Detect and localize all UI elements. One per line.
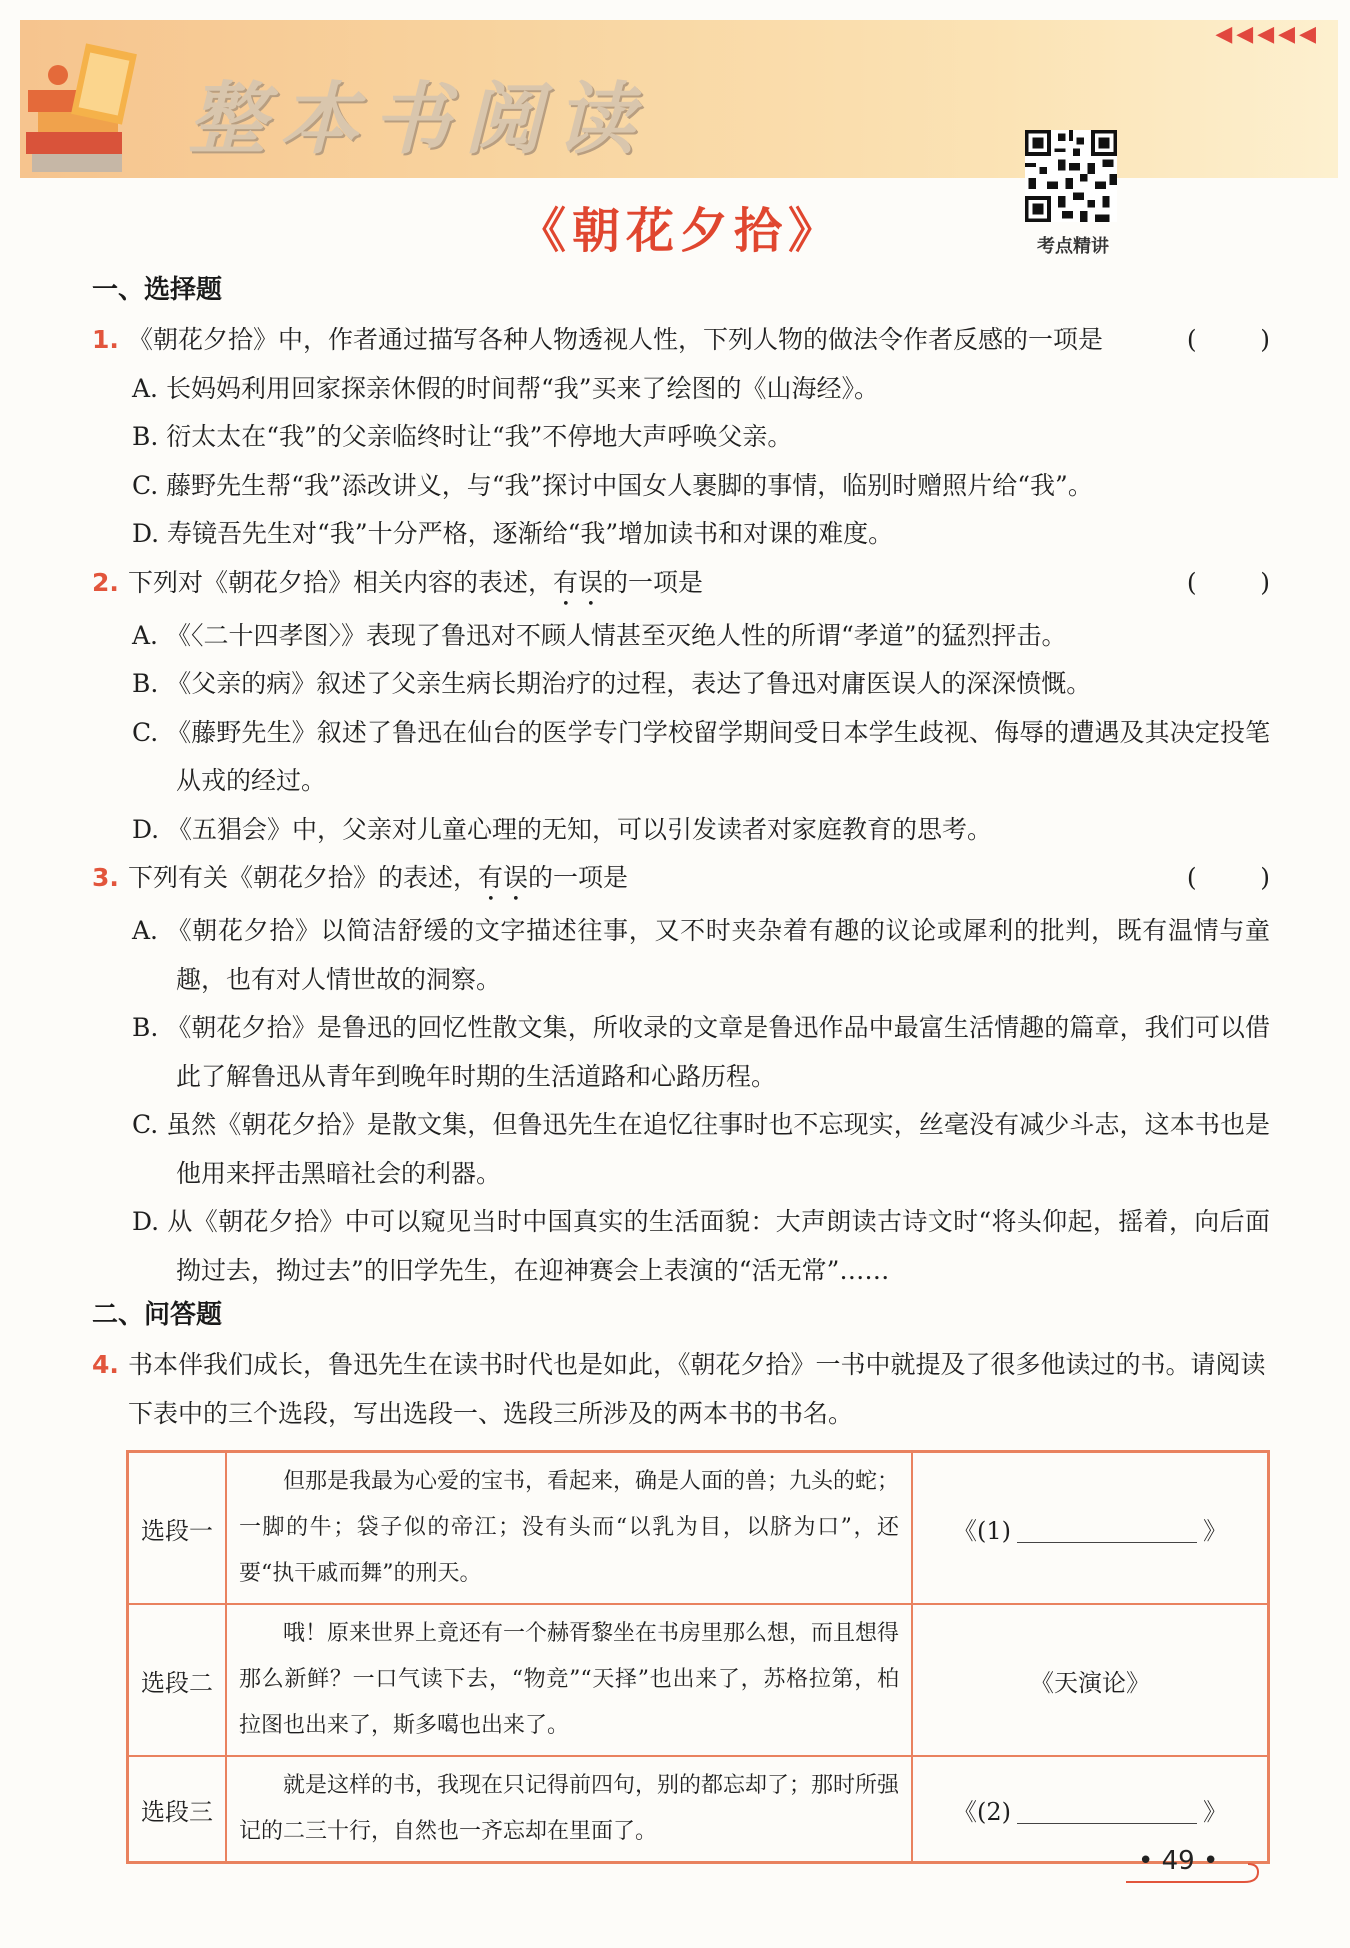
option-d[interactable]: D. 从《朝花夕拾》中可以窥见当时中国真实的生活面貌：大声朗读古诗文时“将头仰起，摇着，向后面拗过去，拗过去”的旧学先生，在迎神赛会上表演的“活无常”……: [132, 1207, 1270, 1285]
option-c[interactable]: C. 虽然《朝花夕拾》是散文集，但鲁迅先生在追忆往事时也不忘现实，丝毫没有减少斗志，这本书也是他用来抨击黑暗社会的利器。: [132, 1110, 1270, 1188]
answer-bracket[interactable]: ( ): [1186, 567, 1270, 597]
qr-caption: 考点精讲: [1037, 236, 1109, 257]
question-number: 1.: [92, 325, 119, 354]
option-d[interactable]: D. 寿镜吾先生对“我”十分严格，逐渐给“我”增加读书和对课的难度。: [132, 519, 894, 548]
answer-open: 《(1): [953, 1516, 1011, 1545]
table-row: [128, 1452, 1269, 1605]
books-stack-icon: [18, 30, 148, 180]
answer-close: 》: [1203, 1516, 1227, 1545]
emphasized-text: 有误: [478, 863, 529, 892]
section-heading-qa: 二、问答题: [92, 1300, 223, 1330]
answer-cell: [912, 1452, 1269, 1605]
table-row: [128, 1756, 1269, 1863]
option-b[interactable]: B. 衍太太在“我”的父亲临终时让“我”不停地大声呼唤父亲。: [132, 422, 793, 451]
worksheet-content: [92, 270, 1270, 1864]
section-heading-choice: 一、选择题: [92, 275, 223, 305]
question-3: [92, 854, 1270, 1295]
answer-open: 《(2): [953, 1797, 1011, 1826]
book-title: 《朝花夕拾》: [517, 203, 842, 259]
option-d[interactable]: D. 《五猖会》中，父亲对儿童心理的无知，可以引发读者对家庭教育的思考。: [132, 814, 993, 844]
question-stem: [92, 854, 1270, 907]
banner-title: 整本书阅读: [188, 75, 649, 165]
question-text-end: 的一项是: [528, 863, 629, 892]
option-a[interactable]: A. 长妈妈利用回家探亲休假的时间帮“我”买来了绘图的《山海经》。: [132, 373, 880, 403]
option-c[interactable]: C. 《藤野先生》叙述了鲁迅在仙台的医学专门学校留学期间受日本学生歧视、侮辱的遭遇及其决定投笔从戎的经过。: [132, 717, 1270, 795]
answer-text: 《天演论》: [1030, 1668, 1150, 1697]
passage-text: 但那是我最为心爱的宝书，看起来，确是人面的兽；九头的蛇；一脚的牛；袋子似的帝江；没有头而“以乳为目，以脐为口”，还要“执干戚而舞”的刑天。: [226, 1452, 912, 1605]
passage-label: 选段三: [128, 1756, 227, 1863]
option-a[interactable]: A. 《〈二十四孝图〉》表现了鲁迅对不顾人情甚至灭绝人性的所谓“孝道”的猛烈抨击。: [132, 620, 1067, 650]
question-stem: [92, 559, 1270, 612]
answer-cell: [912, 1604, 1269, 1756]
passage-text: 哦！原来世界上竟还有一个赫胥黎坐在书房里那么想，而且想得那么新鲜？一口气读下去，“物竞”“天择”也出来了，苏格拉第，柏拉图也出来了，斯多噶也出来了。: [226, 1604, 912, 1756]
question-text: 书本伴我们成长，鲁迅先生在读书时代也是如此，《朝花夕拾》一书中就提及了很多他读过的书。请阅读下表中的三个选段，写出选段一、选段三所涉及的两本书的书名。: [128, 1350, 1266, 1428]
question-number: 3.: [92, 863, 119, 892]
answer-blank[interactable]: [1017, 1797, 1197, 1824]
question-1: [92, 316, 1270, 559]
page-number: • 49 •: [1138, 1846, 1219, 1876]
option-b[interactable]: B. 《父亲的病》叙述了父亲生病长期治疗的过程，表达了鲁迅对庸医误人的深深愤慨。: [132, 669, 1092, 698]
answer-bracket[interactable]: ( ): [1186, 325, 1270, 354]
passage-label: 选段二: [128, 1604, 227, 1756]
question-4: [92, 1341, 1270, 1438]
question-2: [92, 559, 1270, 855]
passage-text: 就是这样的书，我现在只记得前四句，别的都忘却了；那时所强记的二三十行，自然也一齐忘却在里面了。: [226, 1756, 912, 1863]
question-text: 《朝花夕拾》中，作者通过描写各种人物透视人性，下列人物的做法令作者反感的一项是: [128, 325, 1104, 354]
answer-bracket[interactable]: ( ): [1186, 863, 1270, 892]
question-number: 2.: [92, 567, 119, 597]
passages-table: [126, 1450, 1270, 1864]
arrows-decoration: ◀◀◀◀◀: [1215, 22, 1320, 47]
answer-close: 》: [1203, 1797, 1227, 1826]
question-stem: [92, 316, 1270, 365]
passage-label: 选段一: [128, 1452, 227, 1605]
option-c[interactable]: C. 藤野先生帮“我”添改讲义，与“我”探讨中国女人裹脚的事情，临别时赠照片给“我”。: [132, 470, 1093, 500]
table-row: [128, 1604, 1269, 1756]
emphasized-text: 有误: [553, 567, 604, 597]
question-stem: [92, 1341, 1270, 1438]
question-text: 下列有关《朝花夕拾》的表述，: [128, 863, 479, 892]
question-text-end: 的一项是: [603, 567, 704, 597]
option-a[interactable]: A. 《朝花夕拾》以简洁舒缓的文字描述往事，又不时夹杂着有趣的议论或犀利的批判，既有温情与童趣，也有对人情世故的洞察。: [132, 916, 1270, 994]
option-b[interactable]: B. 《朝花夕拾》是鲁迅的回忆性散文集，所收录的文章是鲁迅作品中最富生活情趣的篇章，我们可以借此了解鲁迅从青年到晚年时期的生活道路和心路历程。: [132, 1013, 1270, 1091]
answer-blank[interactable]: [1017, 1516, 1197, 1543]
qr-code-icon[interactable]: [1025, 130, 1117, 222]
question-number: 4.: [92, 1350, 119, 1379]
question-text: 下列对《朝花夕拾》相关内容的表述，: [128, 567, 554, 597]
